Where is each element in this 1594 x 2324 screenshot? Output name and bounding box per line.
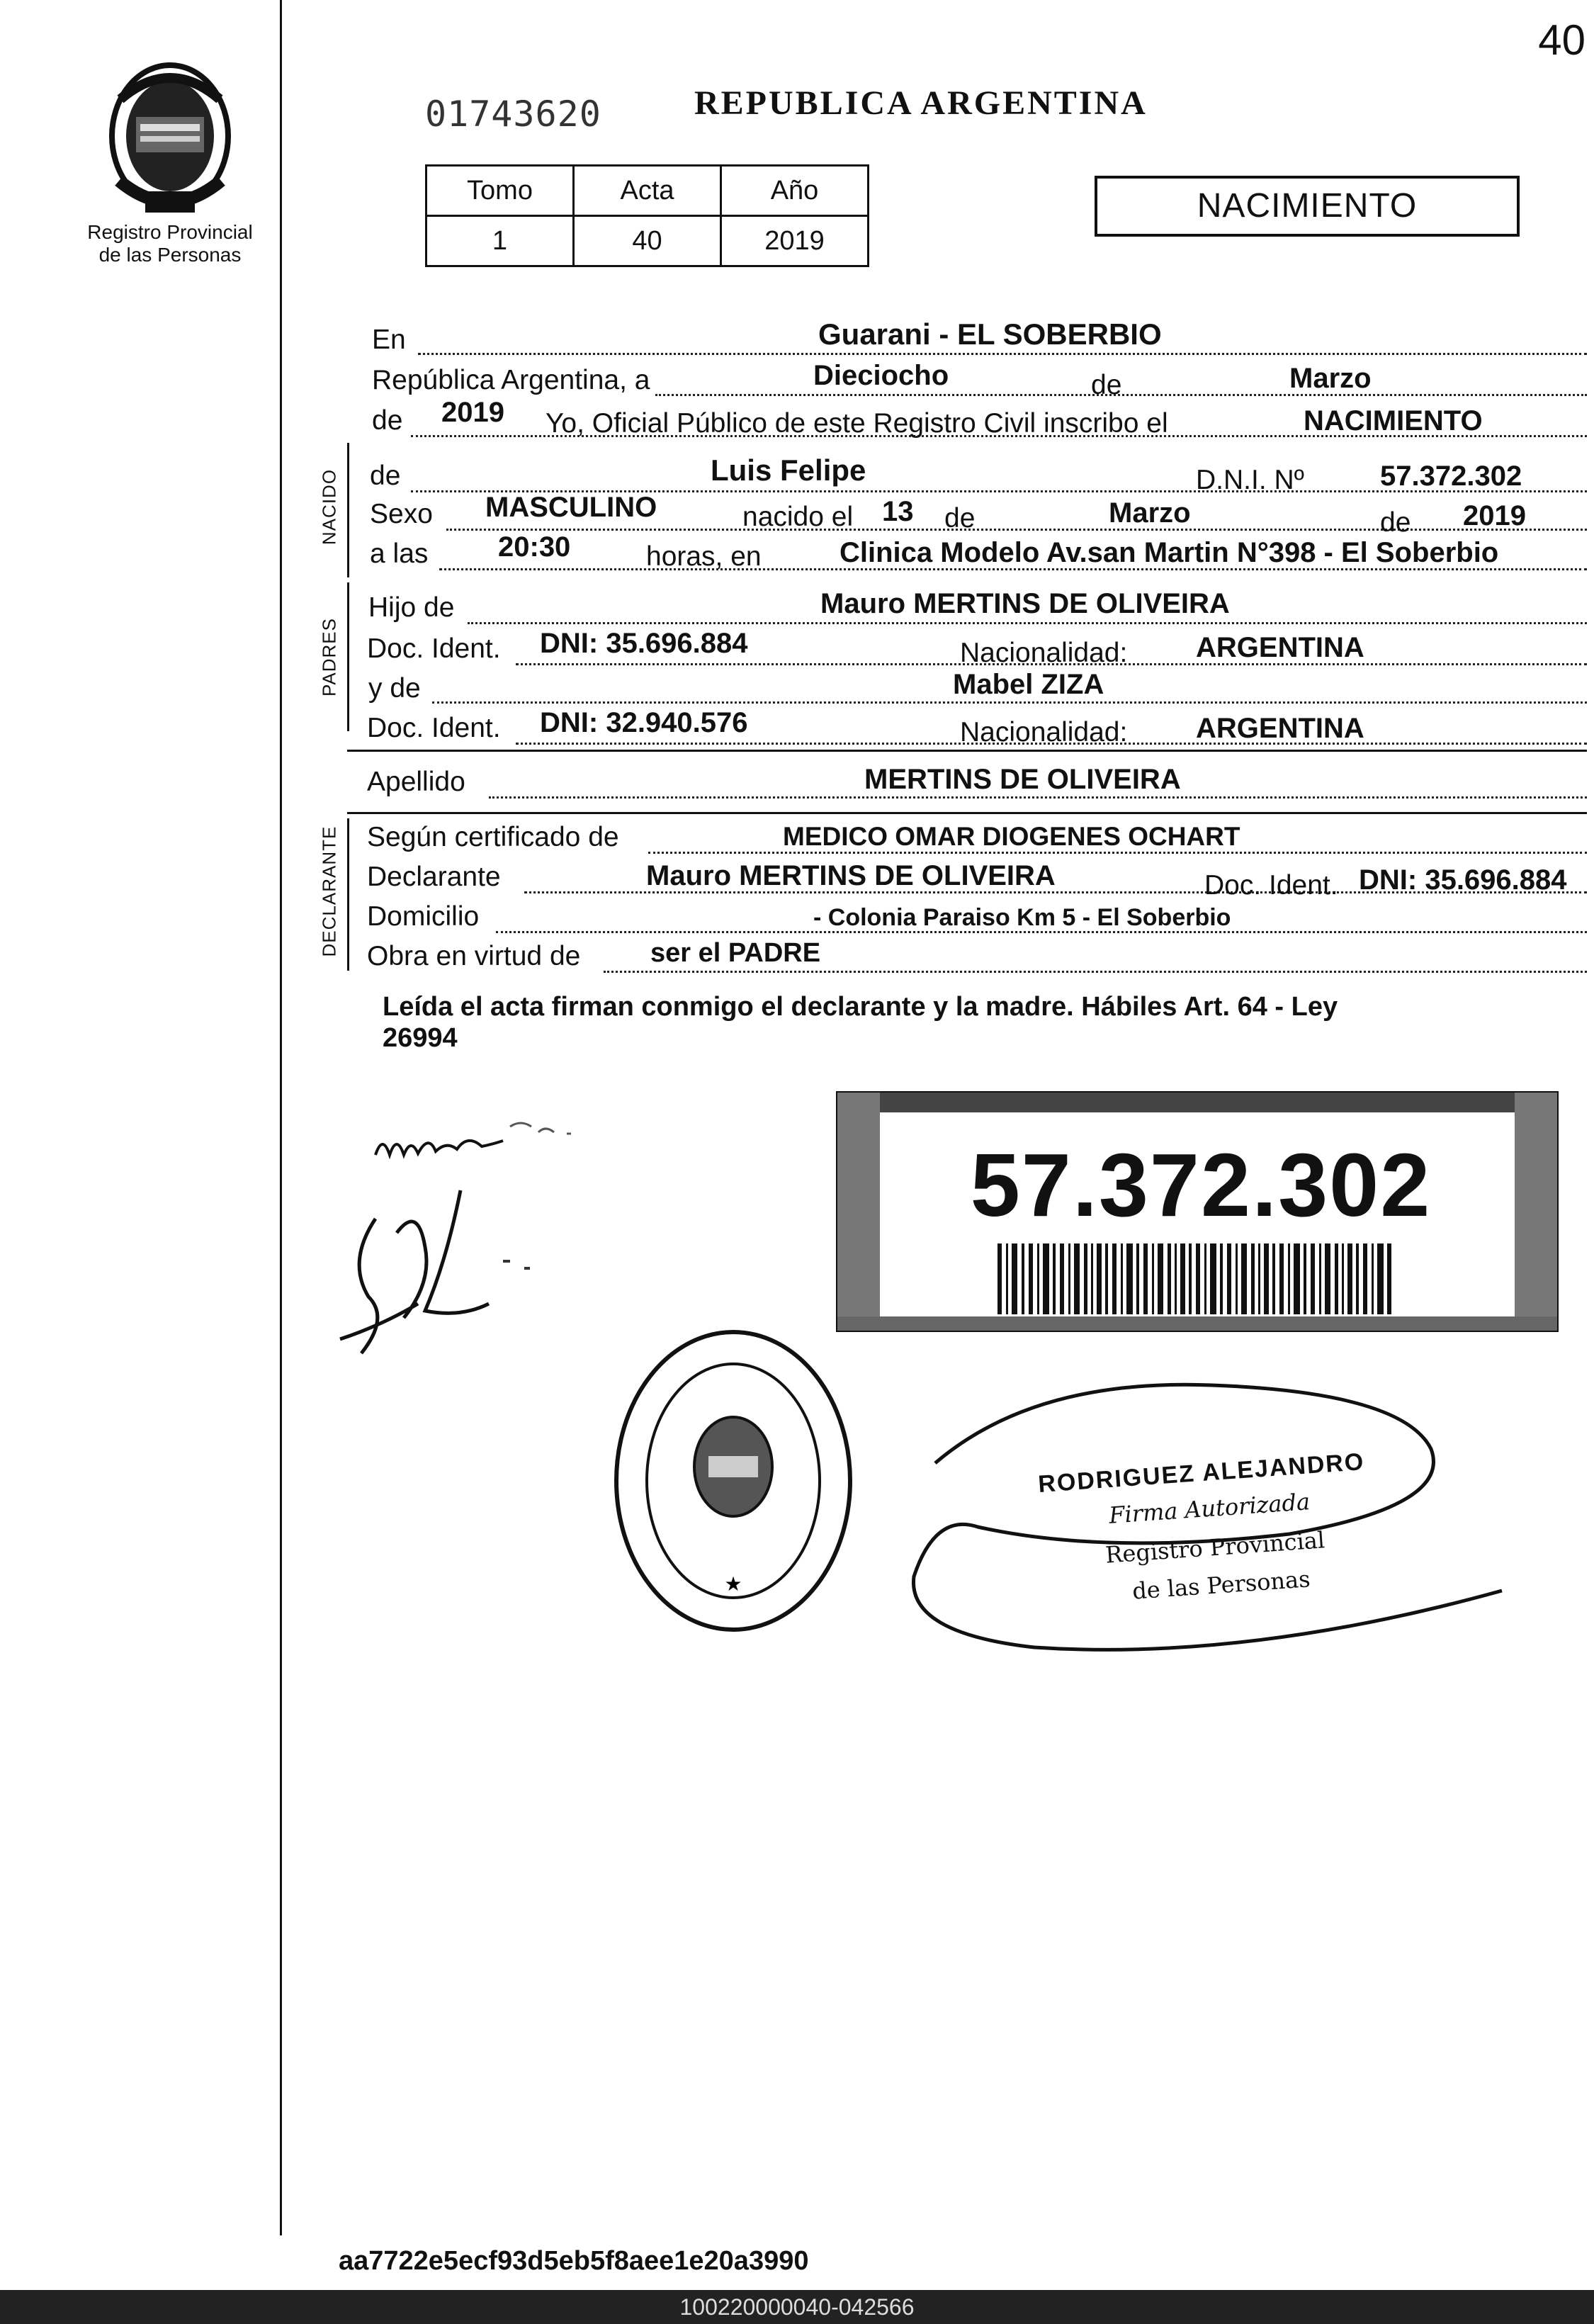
section-label-padres: PADRES — [318, 618, 340, 696]
republica-label: República Argentina, a — [372, 365, 650, 395]
handwritten-signature-mother — [368, 1105, 609, 1176]
dotted-line — [604, 971, 1587, 973]
child-name-value: Luis Felipe — [711, 453, 866, 487]
father-nat-label: Nacionalidad: — [960, 638, 1128, 668]
obra-value: ser el PADRE — [650, 938, 821, 968]
authorized-signer-name: RODRIGUEZ ALEJANDRO — [1037, 1448, 1366, 1499]
obra-label: Obra en virtud de — [367, 941, 581, 971]
sexo-label: Sexo — [370, 499, 433, 529]
de-label: de — [1091, 370, 1122, 400]
authorized-signer-org-line1: Registro Provincial — [1104, 1526, 1326, 1569]
registry-value-tomo: 1 — [426, 216, 574, 266]
yo-label: Yo, Oficial Público de este Registro Civil inscribo el — [546, 408, 1168, 439]
birth-time-value: 20:30 — [498, 531, 571, 563]
nacido-de-label: de — [370, 461, 401, 491]
certificado-value: MEDICO OMAR DIOGENES OCHART — [783, 822, 1240, 851]
dotted-line — [489, 796, 1587, 799]
section-bar-declarante — [347, 818, 349, 971]
hijo-de-label: Hijo de — [368, 592, 455, 623]
serial-number: 01743620 — [425, 94, 601, 135]
logo-caption — [78, 221, 262, 266]
footer-code: 100220000040-042566 — [0, 2290, 1594, 2324]
a-las-label: a las — [370, 538, 429, 569]
section-bar-padres — [347, 582, 349, 731]
father-name-value: Mauro MERTINS DE OLIVEIRA — [820, 588, 1230, 619]
registry-table — [425, 164, 869, 267]
domicilio-label: Domicilio — [367, 901, 480, 932]
mother-doc-value: DNI: 32.940.576 — [540, 707, 748, 738]
birth-year-value: 2019 — [1463, 500, 1526, 531]
nacido-de2-label: de — [944, 503, 976, 534]
father-doc-value: DNI: 35.696.884 — [540, 628, 748, 659]
section-divider — [347, 812, 1587, 814]
birth-day-value: 13 — [882, 496, 914, 527]
misiones-coat-of-arms-logo — [106, 57, 234, 220]
authorized-signer-org-line2: de las Personas — [1131, 1565, 1311, 1605]
registry-value-anio: 2019 — [721, 216, 869, 266]
de-year-label: de — [372, 405, 403, 436]
birth-month-value: Marzo — [1109, 497, 1191, 529]
document-hash: aa7722e5ecf93d5eb5f8aee1e20a3990 — [339, 2246, 809, 2276]
declarante-doc-label: Doc. Ident. — [1204, 870, 1338, 901]
logo-caption-line1: Registro Provincial — [87, 221, 253, 243]
dni-stamp-number: 57.372.302 — [970, 1135, 1432, 1235]
registry-value-row — [426, 216, 869, 266]
apellido-label: Apellido — [367, 767, 465, 797]
section-divider — [347, 750, 1587, 752]
section-label-declarante: DECLARANTE — [318, 825, 340, 957]
dotted-line — [418, 353, 1587, 355]
registry-header-tomo: Tomo — [426, 166, 574, 216]
y-de-label: y de — [368, 673, 421, 704]
closing-line2: 26994 — [383, 1023, 458, 1053]
svg-text:★: ★ — [724, 1573, 742, 1595]
sexo-value: MASCULINO — [485, 492, 657, 523]
nacido-el-label: nacido el — [742, 502, 854, 532]
birth-place-value: Clinica Modelo Av.san Martin N°398 - El Soberbio — [840, 537, 1499, 568]
registry-header-acta: Acta — [574, 166, 721, 216]
child-dni-value: 57.372.302 — [1380, 461, 1522, 492]
registry-header-anio: Año — [721, 166, 869, 216]
certificado-label: Según certificado de — [367, 822, 619, 852]
left-margin-rule — [280, 0, 282, 2235]
dotted-line — [468, 622, 1587, 624]
delegation-official-seal — [609, 1321, 857, 1640]
dotted-line — [432, 701, 1587, 704]
year-value: 2019 — [441, 397, 504, 428]
mother-doc-label: Doc. Ident. — [367, 713, 501, 743]
day-value: Dieciocho — [813, 360, 949, 391]
logo-caption-line2: de las Personas — [98, 244, 242, 266]
dni-barcode — [997, 1243, 1394, 1314]
nacido-de3-label: de — [1380, 507, 1411, 538]
father-nat-value: ARGENTINA — [1196, 632, 1364, 663]
en-label: En — [372, 325, 406, 355]
act-word-value: NACIMIENTO — [1304, 405, 1483, 436]
dotted-line — [446, 529, 1587, 531]
place-value: Guarani - EL SOBERBIO — [818, 317, 1162, 351]
page-number: 40 — [1538, 16, 1585, 64]
declarante-doc-value: DNI: 35.696.884 — [1359, 864, 1567, 896]
horas-label: horas, en — [646, 541, 762, 572]
domicilio-value: - Colonia Paraiso Km 5 - El Soberbio — [813, 904, 1231, 931]
month-value: Marzo — [1289, 363, 1372, 394]
declarante-value: Mauro MERTINS DE OLIVEIRA — [646, 860, 1056, 891]
section-bar-nacido — [347, 443, 349, 577]
apellido-value: MERTINS DE OLIVEIRA — [864, 764, 1181, 795]
father-doc-label: Doc. Ident. — [367, 633, 501, 664]
mother-nat-value: ARGENTINA — [1196, 713, 1364, 744]
dotted-line — [648, 852, 1587, 854]
dni-label: D.N.I. Nº — [1196, 465, 1304, 495]
authorized-signer-role: Firma Autorizada — [1108, 1488, 1311, 1529]
country-title: REPUBLICA ARGENTINA — [694, 84, 1148, 122]
mother-nat-label: Nacionalidad: — [960, 717, 1128, 748]
closing-line1: Leída el acta firman conmigo el declarante y la madre. Hábiles Art. 64 - Ley — [383, 992, 1338, 1022]
declarante-label: Declarante — [367, 862, 501, 892]
section-label-nacido: NACIDO — [318, 468, 340, 546]
handwritten-signature-declarante — [319, 1176, 574, 1367]
mother-name-value: Mabel ZIZA — [953, 669, 1104, 700]
act-type-box: NACIMIENTO — [1095, 176, 1520, 237]
registry-value-acta: 40 — [574, 216, 721, 266]
registry-header-row — [426, 166, 869, 216]
